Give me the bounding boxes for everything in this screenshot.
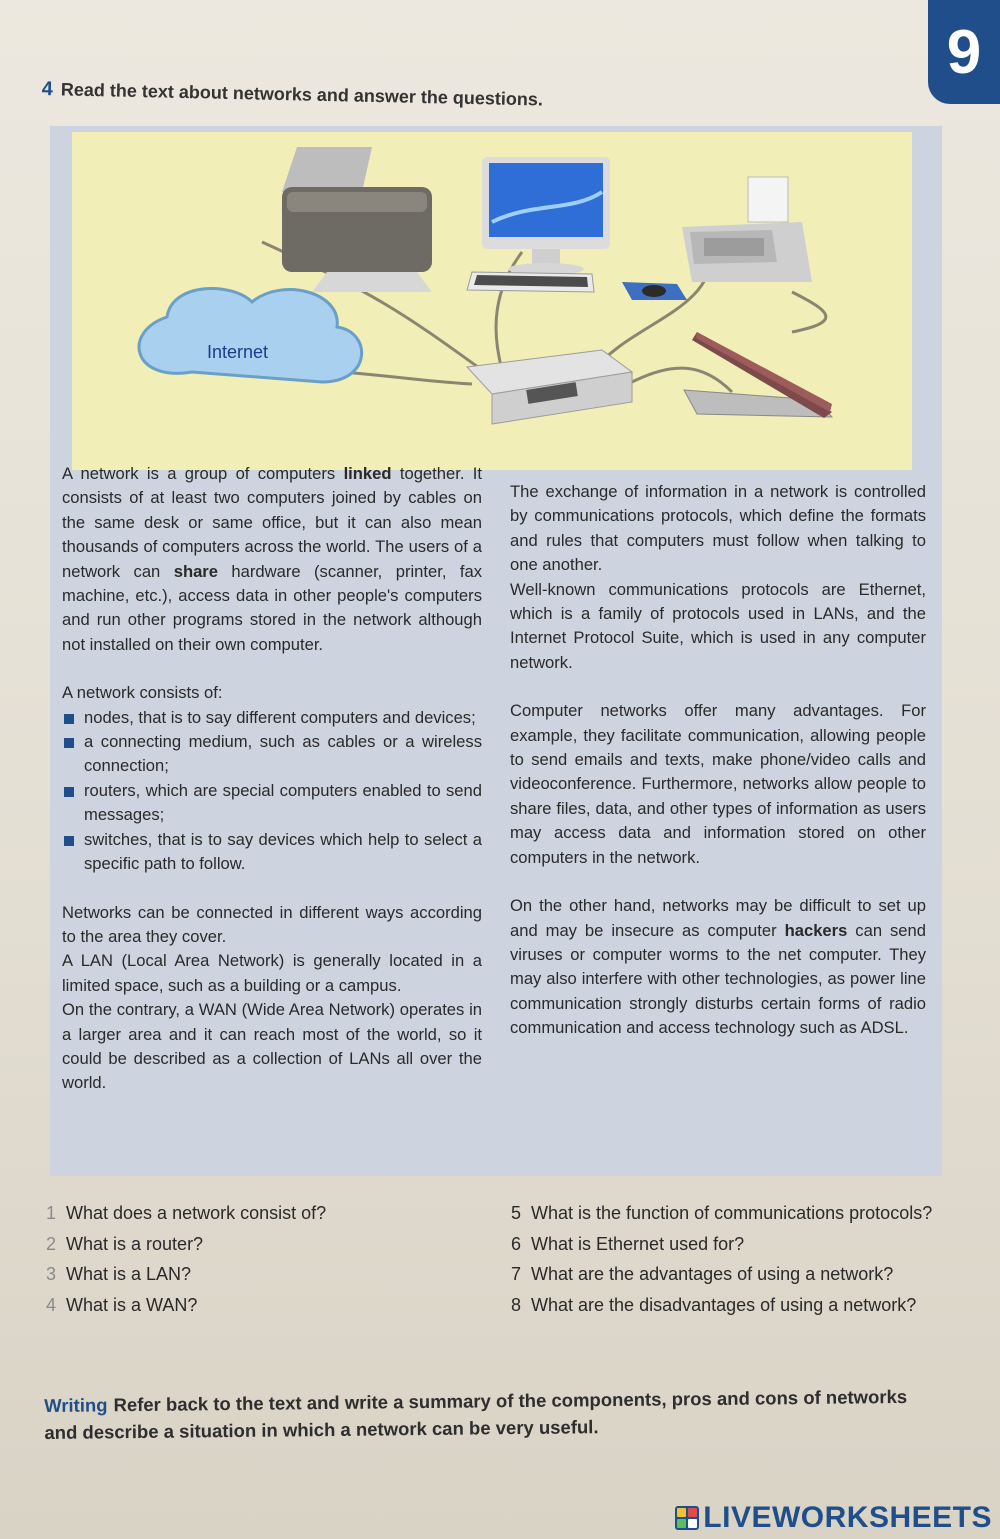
printer-icon bbox=[282, 147, 432, 292]
liveworksheets-logo-icon bbox=[675, 1506, 699, 1530]
network-types-paragraph-2: A LAN (Local Area Network) is generally located in a limited space, such as a building or a campus. bbox=[62, 951, 482, 995]
consists-heading: A network consists of: bbox=[62, 683, 223, 703]
disadvantages-text-1: On the other hand, networks may be difficult to set up and may be insecure as computer bbox=[510, 896, 926, 940]
question-number: 3 bbox=[46, 1264, 57, 1284]
intro-paragraph bbox=[62, 462, 482, 657]
instruction-text: Read the text about networks and answer the questions. bbox=[60, 79, 544, 110]
keyword-share: share bbox=[173, 561, 218, 581]
monitor-icon bbox=[482, 157, 610, 275]
bullet-square-icon bbox=[64, 714, 74, 724]
intro-text-3: hardware (scanner, printer, fax machine, etc.), access data in other people's computers and run other programs stored in the network although not installed on their own computer. bbox=[62, 561, 482, 654]
writing-instruction: Refer back to the text and write a summary of the components, pros and cons of networks and describe a situation in which a network can be very useful. bbox=[44, 1385, 908, 1443]
mouse-icon bbox=[622, 282, 687, 300]
question-item bbox=[511, 1229, 941, 1260]
list-item-text: nodes, that is to say different computers and devices; bbox=[84, 707, 476, 727]
list-item bbox=[62, 779, 482, 828]
network-types-paragraph-1: Networks can be connected in different ways according to the area they cover. bbox=[62, 902, 482, 946]
internet-label: Internet bbox=[207, 342, 269, 362]
question-text: What is a WAN? bbox=[66, 1294, 198, 1315]
unit-tab bbox=[928, 0, 1000, 104]
question-item bbox=[46, 1290, 476, 1321]
questions-right-column bbox=[511, 1198, 941, 1320]
question-text: What is a router? bbox=[66, 1233, 204, 1254]
switch-icon bbox=[467, 350, 632, 424]
bullet-square-icon bbox=[64, 738, 74, 748]
internet-cloud-icon bbox=[139, 288, 362, 382]
question-number: 7 bbox=[511, 1264, 522, 1284]
question-item bbox=[46, 1259, 476, 1290]
question-number: 1 bbox=[46, 1203, 57, 1223]
network-illustration bbox=[72, 132, 912, 470]
question-text: What are the advantages of using a network? bbox=[531, 1264, 894, 1284]
list-item-text: routers, which are special computers enabled to send messages; bbox=[84, 780, 482, 825]
liveworksheets-watermark bbox=[675, 1501, 992, 1535]
list-item-text: switches, that is to say devices which help to select a specific path to follow. bbox=[84, 829, 482, 874]
writing-task bbox=[44, 1383, 945, 1446]
question-text: What is the function of communications protocols? bbox=[531, 1203, 933, 1223]
question-number: 8 bbox=[511, 1294, 522, 1315]
question-item bbox=[46, 1229, 476, 1260]
writing-label: Writing bbox=[44, 1394, 108, 1416]
list-item bbox=[62, 828, 482, 877]
unit-number: 9 bbox=[946, 17, 982, 87]
list-item bbox=[62, 730, 482, 779]
intro-text-1: A network is a group of computers bbox=[62, 464, 344, 483]
list-item bbox=[62, 706, 482, 730]
article-right-column bbox=[510, 480, 926, 1065]
advantages-paragraph: Computer networks offer many advantages. For example, they facilitate communication, allowing people to send emails and texts, make phone/video calls and videoconference. Furthermore, networks allow people to share files, data, and other types of information as users may access data and information stored on other computers in the network. bbox=[510, 701, 926, 867]
question-number: 4 bbox=[46, 1294, 57, 1315]
watermark-text: LIVEWORKSHEETS bbox=[703, 1501, 992, 1534]
protocols-paragraph-1: The exchange of information in a network is controlled by communications protocols, which define the formats and rules that computers must follow when talking to one another. bbox=[510, 482, 926, 575]
components-list bbox=[62, 706, 482, 877]
question-item bbox=[511, 1259, 941, 1290]
questions-left-column bbox=[46, 1198, 476, 1320]
fax-machine-icon bbox=[682, 177, 812, 282]
bullet-square-icon bbox=[64, 787, 74, 797]
disadvantages-text-2: can send viruses or computer worms to the net computer. They may also interfere with other technologies, as power line communication strongly disturbs certain forms of radio communication and access technology such as ADSL. bbox=[510, 920, 926, 1038]
question-text: What are the disadvantages of using a network? bbox=[531, 1294, 917, 1315]
question-number: 5 bbox=[511, 1203, 522, 1223]
question-text: What is Ethernet used for? bbox=[531, 1233, 745, 1254]
question-item bbox=[511, 1198, 941, 1229]
list-item-text: a connecting medium, such as cables or a wireless connection; bbox=[84, 732, 482, 776]
exercise-number: 4 bbox=[41, 78, 54, 101]
bullet-square-icon bbox=[64, 836, 74, 846]
question-number: 6 bbox=[511, 1233, 522, 1254]
keyword-hackers: hackers bbox=[784, 920, 848, 940]
intro-text-2: together. It consists of at least two computers joined by cables on the same desk or same office, but it can also mean thousands of computers across the world. The users of a network can bbox=[62, 464, 482, 581]
question-item bbox=[511, 1290, 941, 1321]
question-item bbox=[46, 1198, 476, 1229]
keyword-linked: linked bbox=[343, 464, 392, 483]
disadvantages-paragraph bbox=[510, 894, 926, 1040]
question-text: What does a network consist of? bbox=[66, 1203, 327, 1223]
keyboard-icon bbox=[467, 272, 594, 292]
network-types-paragraph-3: On the contrary, a WAN (Wide Area Network) operates in a larger area and it can reach most of the world, so it could be described as a collection of LANs all over the world. bbox=[62, 1000, 482, 1093]
article-left-column bbox=[62, 462, 482, 1096]
question-number: 2 bbox=[46, 1233, 57, 1254]
question-text: What is a LAN? bbox=[66, 1264, 192, 1284]
protocols-paragraph-2: Well-known communications protocols are Ethernet, which is a family of protocols used in LANs, and the Internet Protocol Suite, which is used in any computer network. bbox=[510, 579, 926, 672]
